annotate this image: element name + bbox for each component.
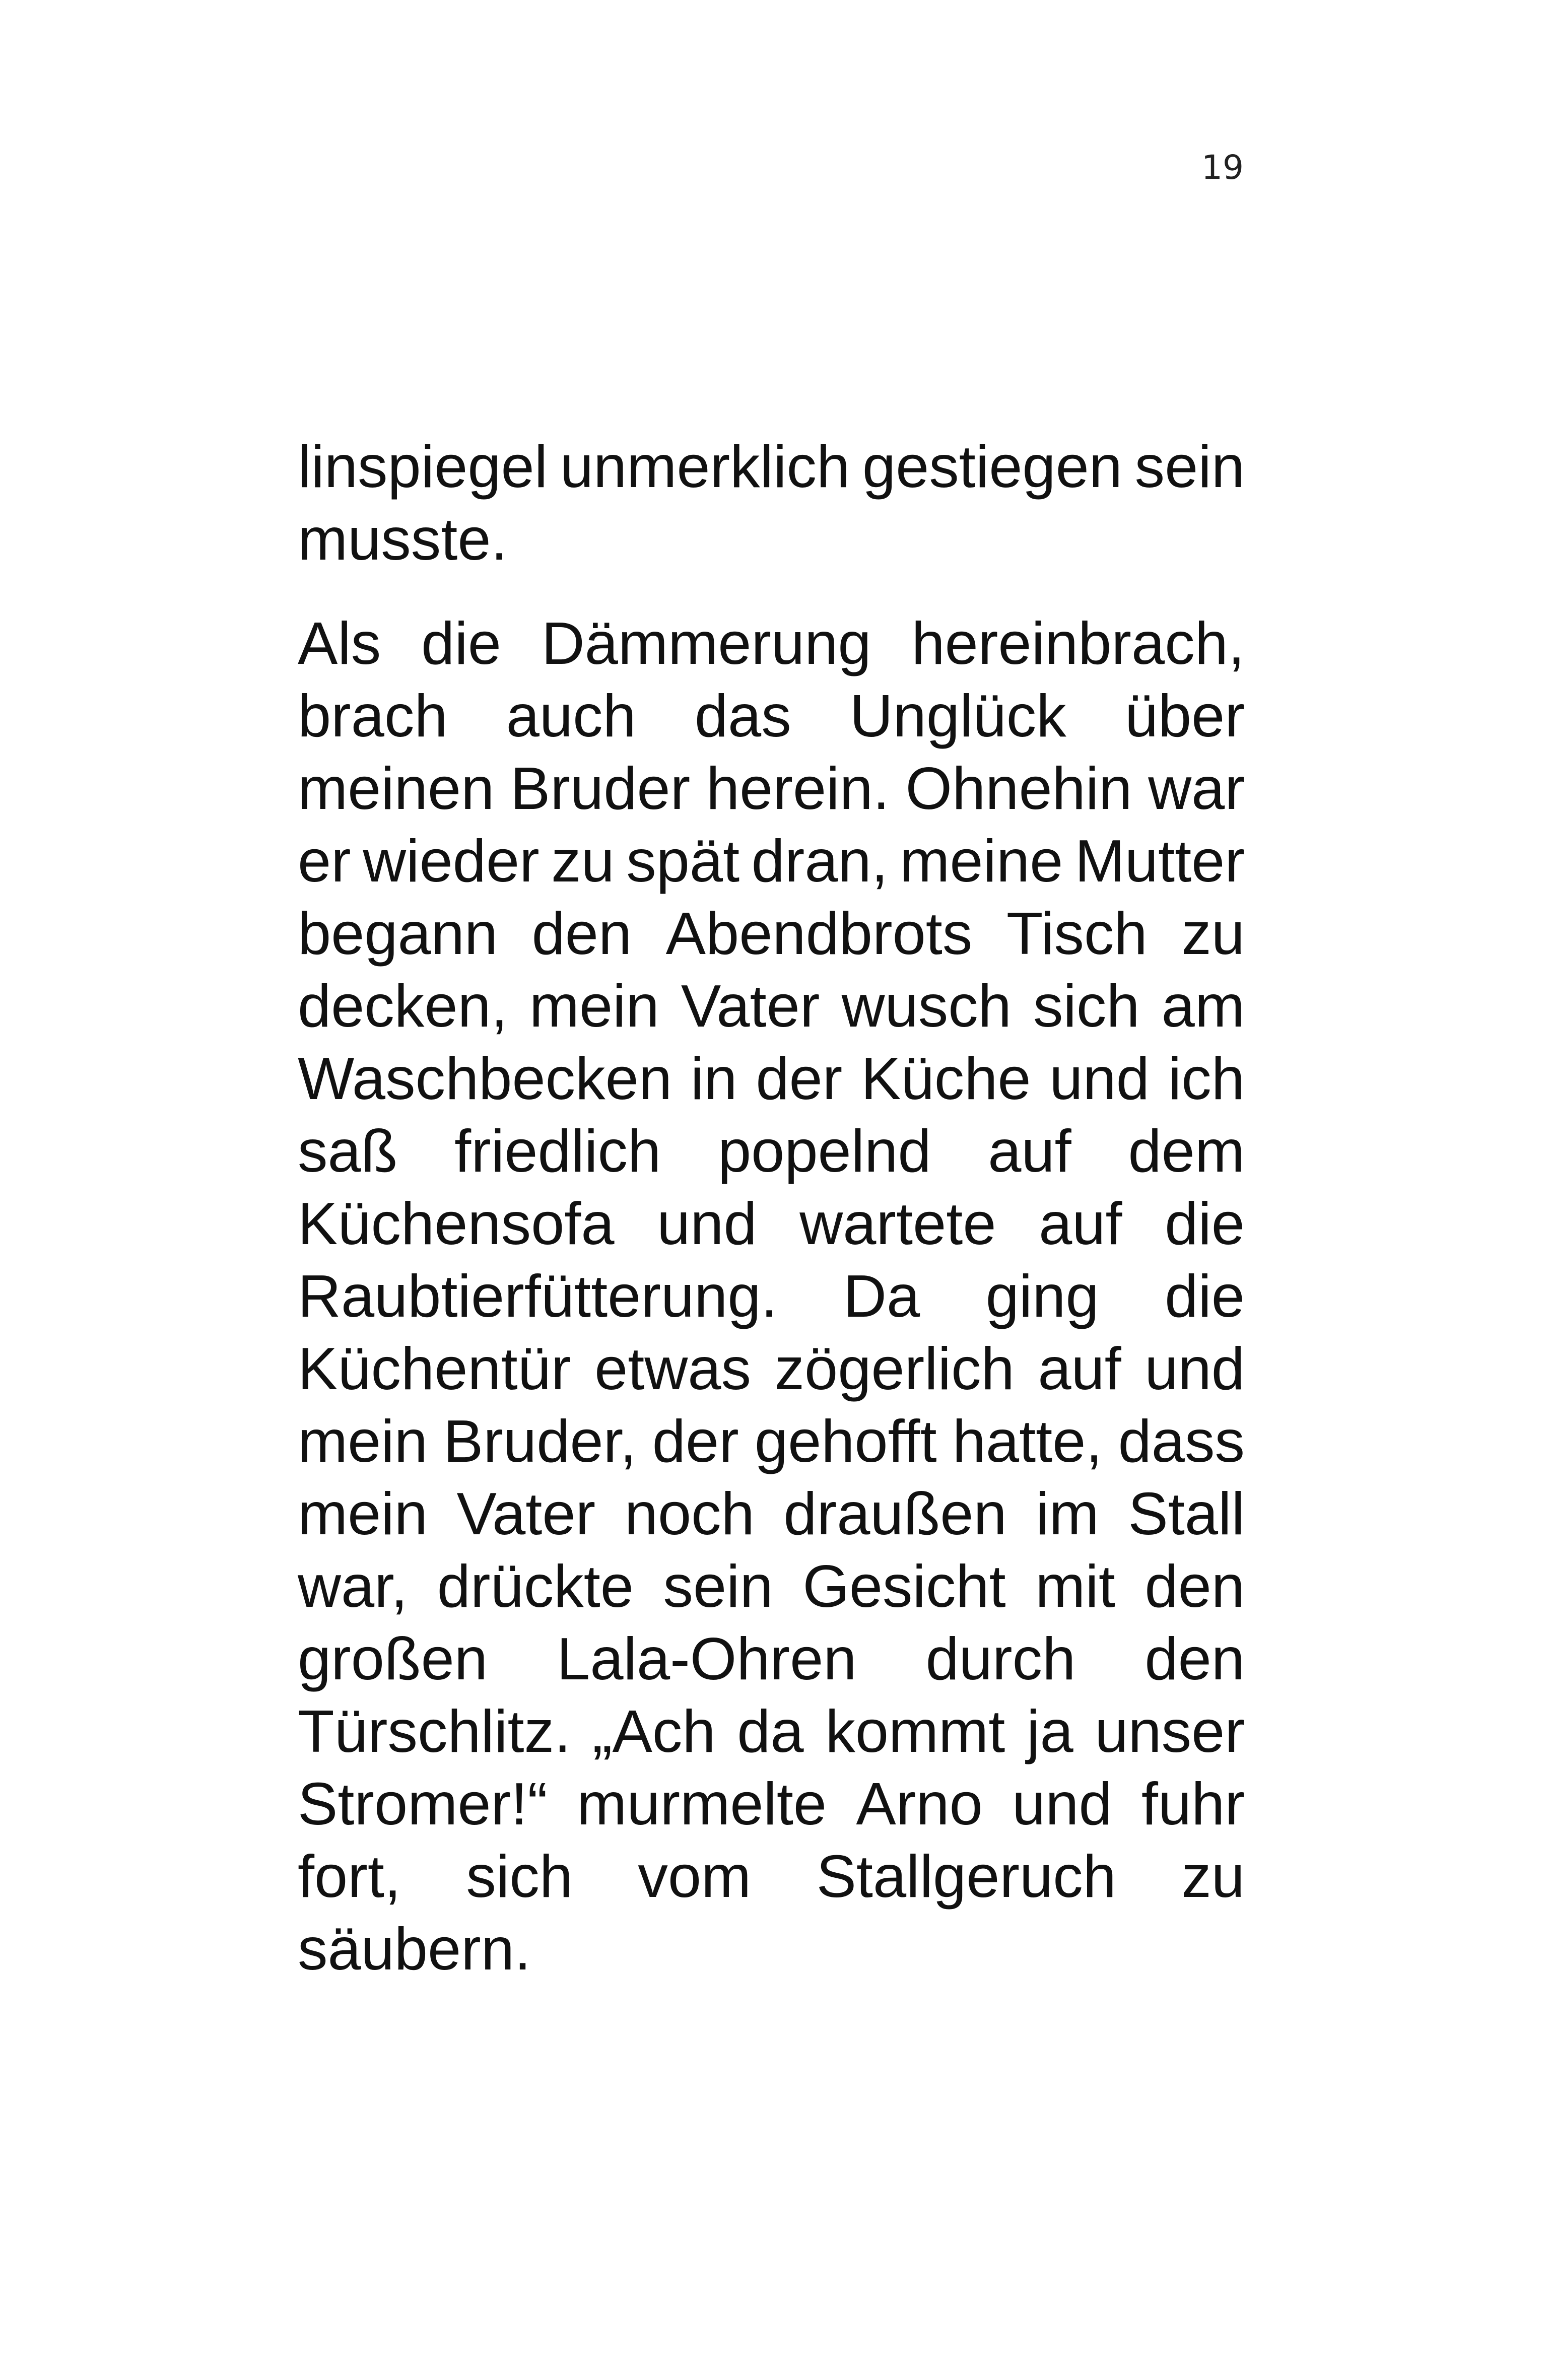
word: dass <box>1118 1408 1245 1475</box>
word: und <box>1012 1771 1112 1838</box>
word: fuhr <box>1141 1771 1245 1838</box>
word: ich <box>1168 1045 1245 1112</box>
text-line <box>298 970 1245 1043</box>
paragraph <box>298 607 1245 1986</box>
word: den <box>1144 1553 1245 1620</box>
word: auf <box>988 1118 1071 1185</box>
word: sein <box>1134 433 1245 500</box>
word: im <box>1036 1480 1099 1547</box>
text-line <box>298 431 1245 503</box>
text-line <box>298 825 1245 898</box>
word: saß <box>298 1118 398 1185</box>
text-line <box>298 1623 1245 1695</box>
word: da <box>737 1698 804 1765</box>
text-line <box>298 1405 1245 1478</box>
word: Tisch <box>1006 900 1148 967</box>
word: auf <box>1039 1190 1122 1257</box>
word: friedlich <box>454 1118 661 1185</box>
word: hatte, <box>952 1408 1103 1475</box>
word: der <box>756 1045 843 1112</box>
paragraph-gap <box>298 576 1245 607</box>
word: popelnd <box>717 1118 931 1185</box>
word: hereinbrach, <box>911 610 1245 677</box>
word: Als <box>298 610 381 677</box>
word: unmerklich <box>560 433 850 500</box>
word: wusch <box>841 973 1012 1040</box>
word: Mutter <box>1074 828 1245 895</box>
page-number: 19 <box>1201 148 1244 187</box>
word: und <box>657 1190 757 1257</box>
word: mit <box>1035 1553 1115 1620</box>
word: murmelte <box>577 1771 827 1838</box>
word: dran, <box>751 828 888 895</box>
text-line <box>298 1550 1245 1623</box>
word: über <box>1124 683 1245 750</box>
word: herein. <box>706 755 890 822</box>
text-line <box>298 1333 1245 1405</box>
word: Stromer!“ <box>298 1771 548 1838</box>
word: zu <box>551 828 615 895</box>
text-line <box>298 1478 1245 1550</box>
word: Raubtierfütterung. <box>298 1263 778 1330</box>
word: auf <box>1038 1335 1121 1402</box>
text-line <box>298 1260 1245 1333</box>
word: gestiegen <box>862 433 1122 500</box>
text-line <box>298 1188 1245 1260</box>
text-line <box>298 1043 1245 1115</box>
word: dem <box>1128 1118 1245 1185</box>
text-line <box>298 753 1245 825</box>
word: Waschbecken <box>298 1045 672 1112</box>
word: fort, <box>298 1843 401 1910</box>
text-line <box>298 898 1245 970</box>
word: Dämmerung <box>541 610 871 677</box>
word: durch <box>925 1625 1076 1692</box>
word: der <box>652 1408 739 1475</box>
word: Ohnehin <box>905 755 1132 822</box>
word: großen <box>298 1625 488 1692</box>
body-text <box>298 431 1245 1986</box>
word: sein <box>663 1553 773 1620</box>
word: unser <box>1095 1698 1245 1765</box>
word: Küchensofa <box>298 1190 615 1257</box>
word: ging <box>985 1263 1099 1330</box>
text-line <box>298 503 1245 576</box>
word: begann <box>298 900 498 967</box>
text-line <box>298 1695 1245 1768</box>
word: Küche <box>861 1045 1031 1112</box>
word: Arno <box>856 1771 983 1838</box>
word: kommt <box>825 1698 1005 1765</box>
word: den <box>531 900 632 967</box>
word: Bruder, <box>443 1408 637 1475</box>
word: am <box>1161 973 1245 1040</box>
word: draußen <box>783 1480 1007 1547</box>
word: wieder <box>363 828 540 895</box>
word: den <box>1144 1625 1245 1692</box>
word: etwas <box>594 1335 751 1402</box>
word: ja <box>1027 1698 1073 1765</box>
word: sich <box>1033 973 1140 1040</box>
word: das <box>694 683 791 750</box>
word: die <box>421 610 501 677</box>
word: „Ach <box>592 1698 716 1765</box>
word: brach <box>298 683 448 750</box>
word: musste. <box>298 506 508 573</box>
word: vom <box>638 1843 752 1910</box>
word: Bruder <box>510 755 691 822</box>
word: mein <box>529 973 659 1040</box>
word: Abendbrots <box>665 900 973 967</box>
word: Da <box>843 1263 920 1330</box>
word: Küchentür <box>298 1335 571 1402</box>
word: zögerlich <box>774 1335 1015 1402</box>
word: drückte <box>437 1553 634 1620</box>
word: säubern. <box>298 1916 531 1983</box>
text-line <box>298 680 1245 753</box>
word: die <box>1165 1263 1245 1330</box>
word: war, <box>298 1553 408 1620</box>
word: Gesicht <box>802 1553 1006 1620</box>
text-line <box>298 1913 1245 1986</box>
word: zu <box>1181 1843 1245 1910</box>
word: meinen <box>298 755 495 822</box>
word: noch <box>624 1480 755 1547</box>
word: Vater <box>681 973 820 1040</box>
word: mein <box>298 1480 428 1547</box>
word: die <box>1165 1190 1245 1257</box>
word: Stallgeruch <box>816 1843 1116 1910</box>
word: auch <box>506 683 636 750</box>
word: Unglück <box>849 683 1066 750</box>
word: war <box>1148 755 1245 822</box>
word: mein <box>298 1408 428 1475</box>
word: Stall <box>1128 1480 1245 1547</box>
word: meine <box>900 828 1063 895</box>
text-line <box>298 1115 1245 1188</box>
word: und <box>1144 1335 1245 1402</box>
word: wartete <box>799 1190 996 1257</box>
text-line <box>298 1841 1245 1913</box>
word: er <box>298 828 351 895</box>
word: decken, <box>298 973 508 1040</box>
word: sich <box>466 1843 573 1910</box>
word: gehofft <box>754 1408 937 1475</box>
word: linspiegel <box>298 433 548 500</box>
text-line <box>298 607 1245 680</box>
word: in <box>690 1045 737 1112</box>
word: Türschlitz. <box>298 1698 571 1765</box>
text-line <box>298 1768 1245 1841</box>
word: und <box>1049 1045 1150 1112</box>
word: Lala-Ohren <box>557 1625 857 1692</box>
word: Vater <box>456 1480 596 1547</box>
paragraph <box>298 431 1245 576</box>
word: zu <box>1181 900 1245 967</box>
word: spät <box>626 828 740 895</box>
